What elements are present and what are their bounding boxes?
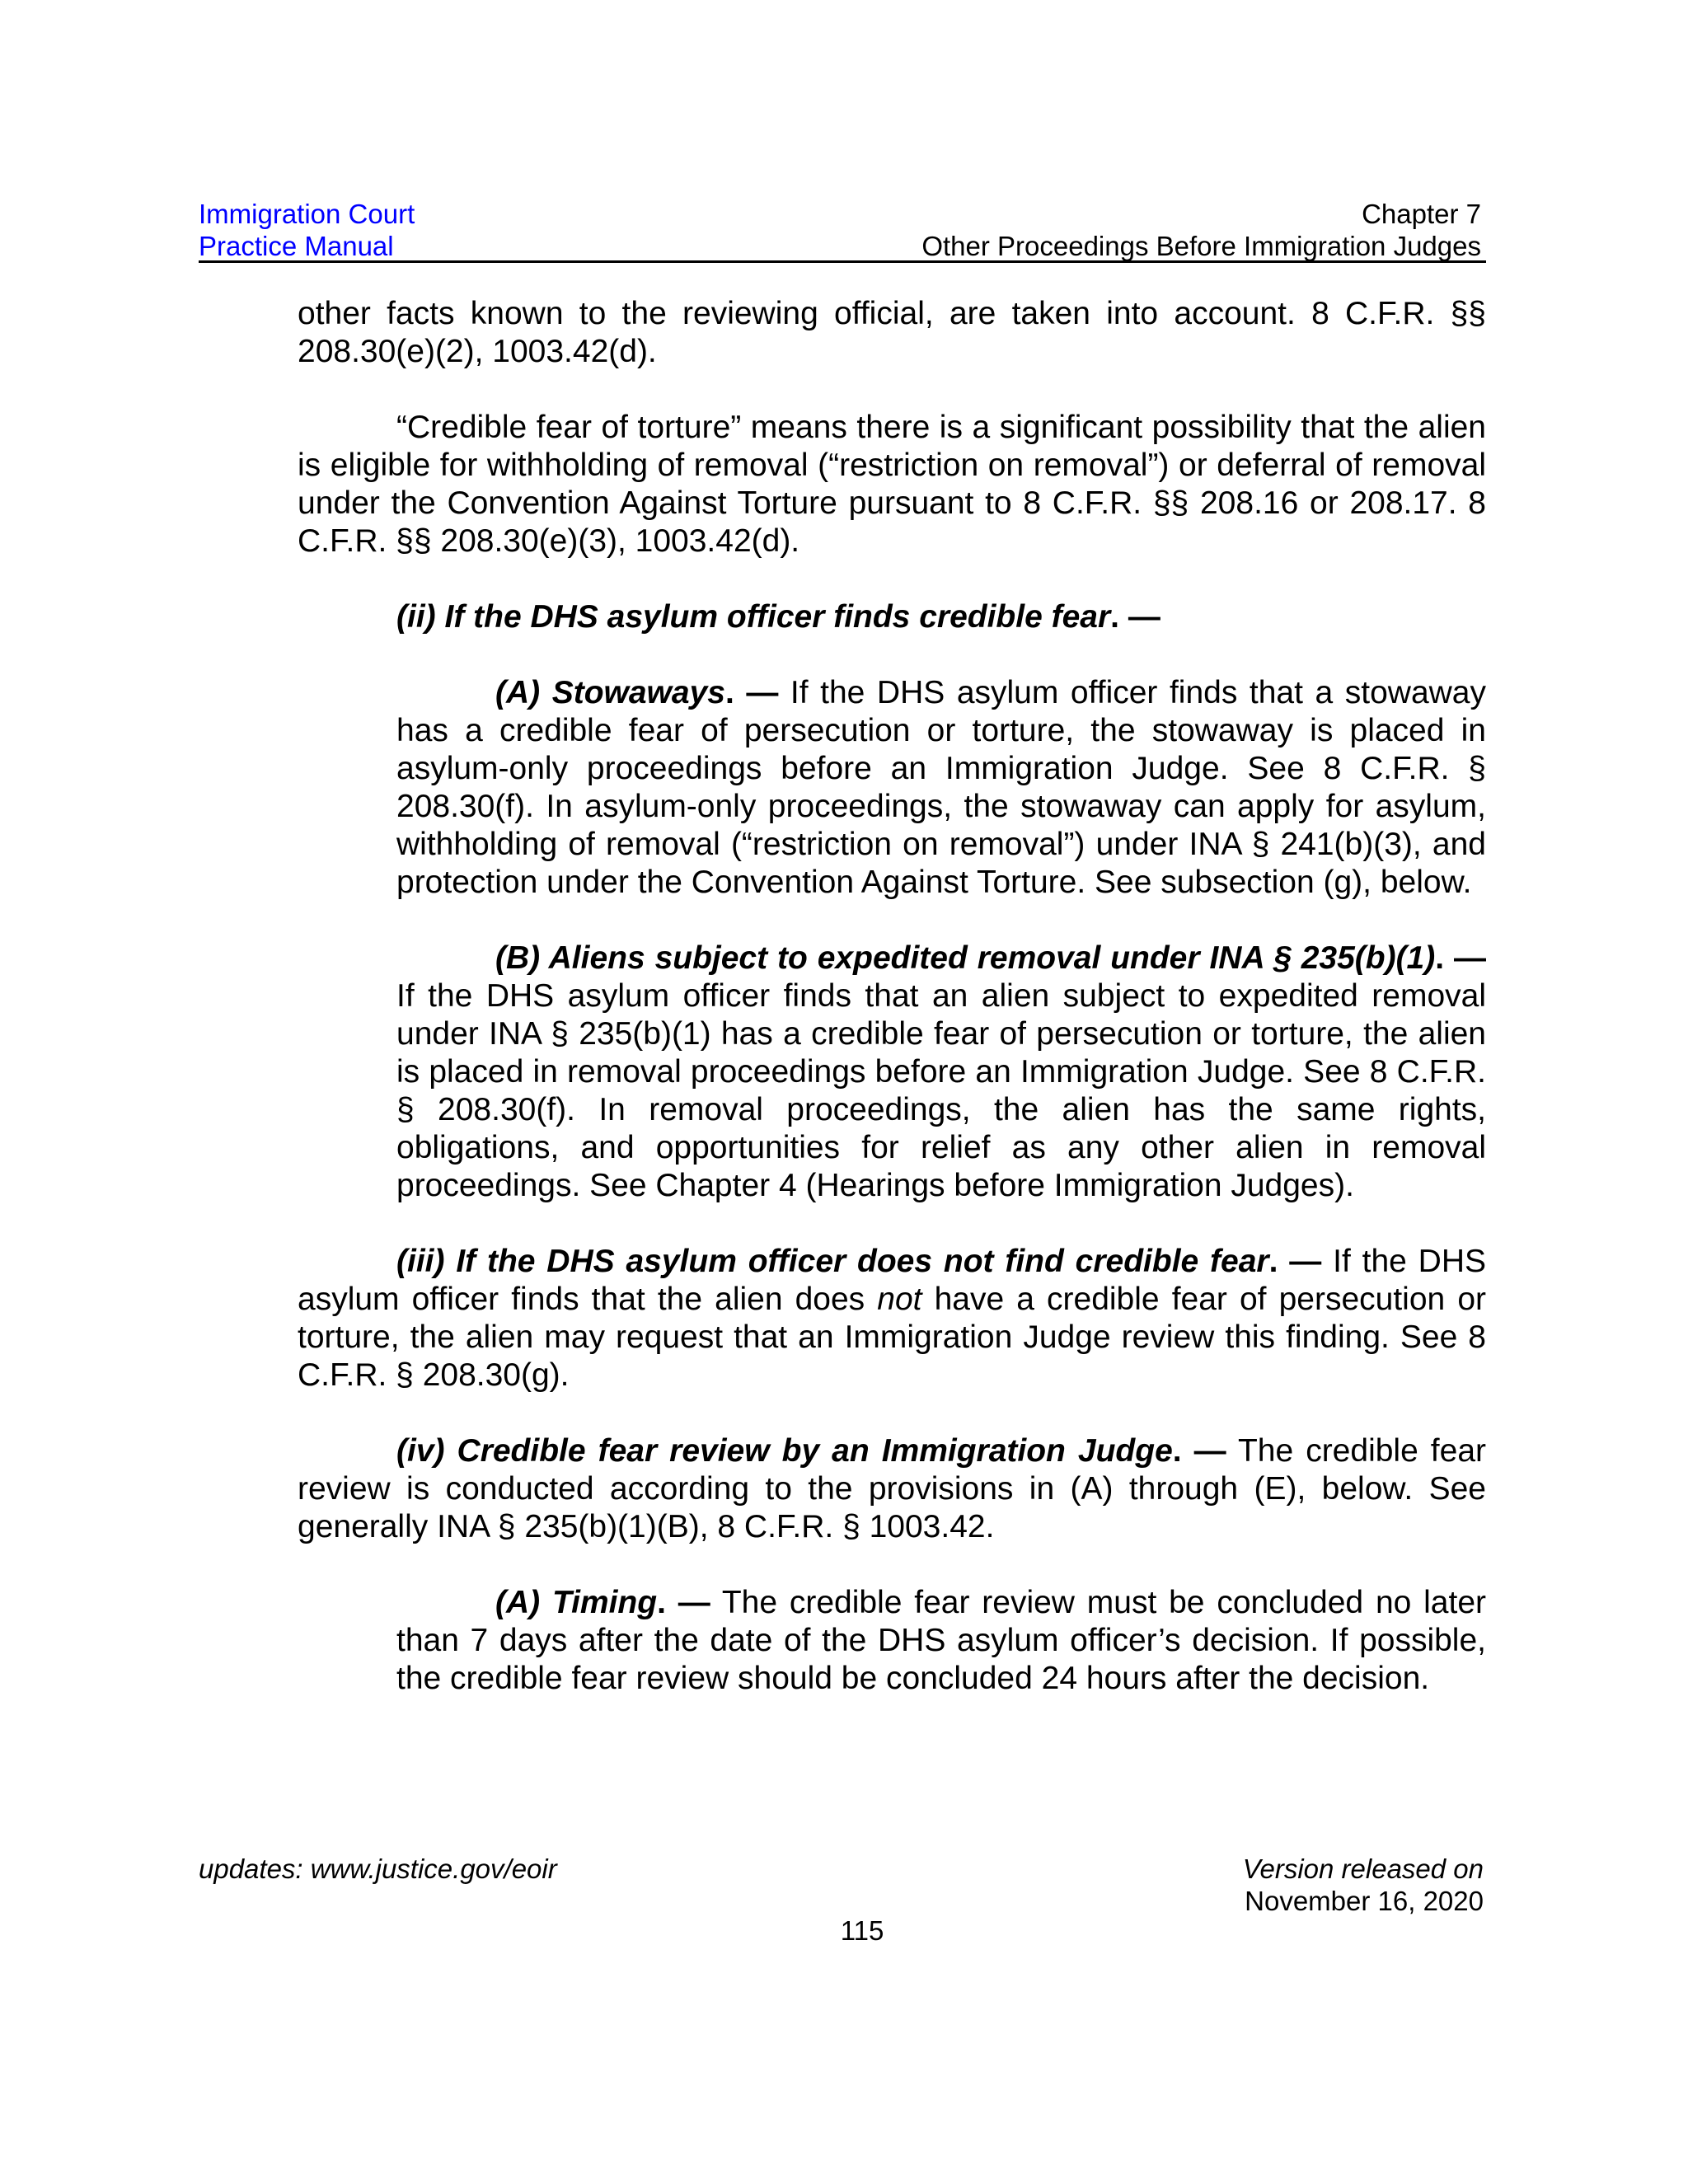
header-left-line1: Immigration Court <box>199 199 415 229</box>
section-iii-heading: (iii) If the DHS asylum officer does not find credible fear <box>396 1244 1269 1279</box>
section-iv-dash: . — <box>1172 1433 1226 1469</box>
header-right-line1: Chapter 7 <box>1362 199 1481 229</box>
timing-text: The credible fear review must be concluded no later than 7 days after the date of the DHS asylum officer’s decision. If possible, the credible fear review should be concluded 24 hours after the decision. <box>396 1585 1487 1696</box>
paragraph-section-iv <box>298 1432 1486 1546</box>
timing-heading: (A) Timing <box>495 1585 658 1620</box>
section-iv-text: The credible fear review is conducted according to the provisions in (A) through (E), below. See generally INA § 235(b)(1)(B), 8 C.F.R. § 1003.42. <box>298 1433 1487 1544</box>
section-iii-text-1: If the DHS asylum officer finds that the alien does <box>298 1244 1487 1317</box>
footer-updates-url: updates: www.justice.gov/eoir <box>199 1854 557 1884</box>
header-manual-title <box>199 198 415 262</box>
page-header <box>199 198 1486 263</box>
page-body <box>298 295 1486 1698</box>
section-ii-dash: . — <box>1110 599 1160 635</box>
expedited-removal-dash: . — <box>1435 940 1487 976</box>
footer-version-date: November 16, 2020 <box>1245 1886 1484 1916</box>
paragraph-section-iii <box>298 1243 1486 1394</box>
section-ii-title: (ii) If the DHS asylum officer finds credible fear <box>396 599 1111 635</box>
paragraph-continued: other facts known to the reviewing official, are taken into account. 8 C.F.R. §§ 208.30(e)(2), 1003.42(d). <box>298 296 1486 369</box>
paragraph-expedited-removal <box>396 940 1486 1205</box>
expedited-removal-heading: (B) Aliens subject to expedited removal under INA § 235(b)(1) <box>495 940 1436 976</box>
stowaways-heading: (A) Stowaways <box>495 675 725 710</box>
section-iii-dash: . — <box>1268 1244 1322 1279</box>
expedited-removal-text: If the DHS asylum officer finds that an alien subject to expedited removal under INA § 235(b)(1) has a credible fear of persecution or torture, the alien is placed in removal proceedings before an Immigration Judge. See 8 C.F.R. § 208.30(f). In removal proceedings, the alien has the same rights, obligations, and opportunities for relief as any other alien in removal proceedings. See Chapter 4 (Hearings before Immigration Judges). <box>396 978 1486 1203</box>
header-right-line2: Other Proceedings Before Immigration Judges <box>921 231 1481 261</box>
header-chapter-title <box>921 198 1481 262</box>
timing-dash: . — <box>657 1585 710 1620</box>
stowaways-dash: . — <box>724 675 779 710</box>
section-ii-heading <box>396 598 1486 636</box>
section-iii-text-2: have a credible fear of persecution or torture, the alien may request that an Immigration Judge review this finding. See 8 C.F.R. § 208.30(g). <box>298 1282 1486 1393</box>
paragraph-credible-fear-torture: “Credible fear of torture” means there is a significant possibility that the alien is eligible for withholding of removal (“restriction on removal”) or deferral of removal under the Convention Against Torture pursuant to 8 C.F.R. §§ 208.16 or 208.17. 8 C.F.R. §§ 208.30(e)(3), 1003.42(d). <box>298 410 1486 559</box>
section-iv-heading: (iv) Credible fear review by an Immigration Judge <box>396 1433 1173 1469</box>
section-iii-not: not <box>877 1282 922 1317</box>
paragraph-stowaways <box>396 674 1486 902</box>
footer-version-label: Version released on <box>1242 1854 1484 1884</box>
header-left-line2: Practice Manual <box>199 231 394 261</box>
page-number: 115 <box>840 1915 884 1946</box>
stowaways-text: If the DHS asylum officer finds that a stowaway has a credible fear of persecution or torture, the stowaway is placed in asylum-only proceedings before an Immigration Judge. See 8 C.F.R. § 208.30(f). In asylum-only proceedings, the stowaway can apply for asylum, withholding of removal (“restriction on removal”) under INA § 241(b)(3), and protection under the Convention Against Torture. See subsection (g), below. <box>396 675 1486 900</box>
paragraph-timing <box>396 1584 1486 1698</box>
footer-version <box>1243 1853 1484 1917</box>
